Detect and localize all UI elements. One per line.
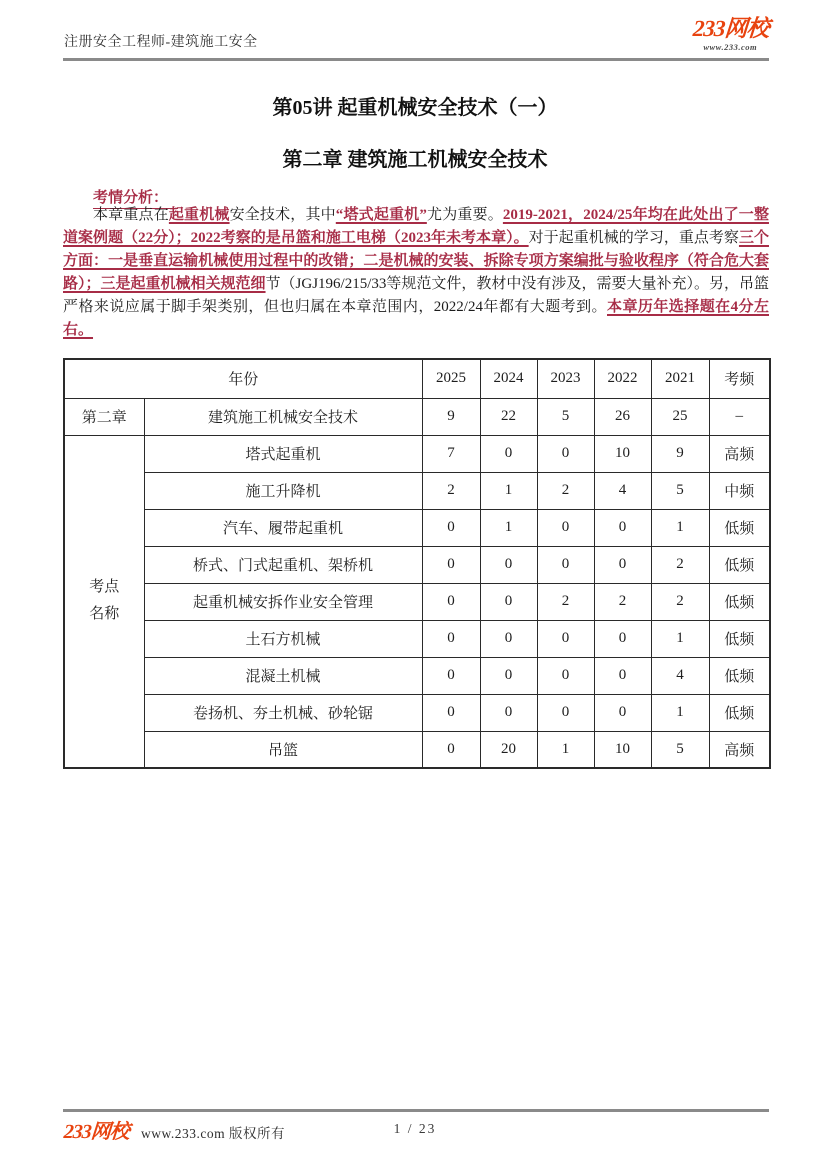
analysis-paragraph: [63, 204, 769, 342]
topic-row: [64, 472, 770, 509]
body-text: 本章重点在: [93, 207, 169, 223]
exam-stats-table: [63, 358, 771, 769]
topic-row: [64, 694, 770, 731]
stat-cell: 2: [651, 546, 709, 583]
topic-group-label-text: 考点名称: [89, 578, 120, 623]
year-header-cell: 2021: [651, 359, 709, 398]
stat-cell: 0: [537, 509, 594, 546]
stat-cell: 1: [651, 509, 709, 546]
stat-cell: 0: [422, 509, 480, 546]
year-header-cell: 2024: [480, 359, 537, 398]
stat-cell: 2: [537, 583, 594, 620]
stat-cell: 9: [422, 398, 480, 435]
stat-cell: 0: [480, 583, 537, 620]
topic-name-cell: 施工升降机: [144, 472, 422, 509]
stat-cell: 0: [422, 731, 480, 768]
stat-cell: 1: [651, 620, 709, 657]
topic-row: [64, 657, 770, 694]
freq-cell: –: [709, 398, 770, 435]
stat-cell: 0: [537, 657, 594, 694]
logo-url-text: www.233.com: [703, 42, 758, 52]
stat-cell: 20: [480, 731, 537, 768]
year-header-cell: 2023: [537, 359, 594, 398]
chapter-row: [64, 398, 770, 435]
stat-cell: 5: [651, 731, 709, 768]
stat-cell: 0: [537, 620, 594, 657]
stat-cell: 25: [651, 398, 709, 435]
stat-cell: 0: [422, 694, 480, 731]
stat-cell: 0: [594, 620, 651, 657]
footer-divider: [63, 1109, 769, 1112]
stat-cell: 0: [480, 657, 537, 694]
topic-name-cell: 桥式、门式起重机、架桥机: [144, 546, 422, 583]
topic-name-cell: 混凝土机械: [144, 657, 422, 694]
stat-cell: 0: [594, 509, 651, 546]
copyright-text: www.233.com 版权所有: [141, 1126, 285, 1141]
stat-cell: 0: [480, 620, 537, 657]
stat-cell: 4: [594, 472, 651, 509]
stat-cell: 5: [651, 472, 709, 509]
body-text: 节（JGJ196/215/33等规范文件，教材中没有涉及，需要大量补充）。另，吊篮严格来说应属于脚手架类别，但也归属在本章范围内，2022/24年都有大题考到。: [63, 276, 769, 315]
logo-233-wordmark: 233网校: [691, 16, 769, 41]
stat-cell: 26: [594, 398, 651, 435]
topic-row: [64, 509, 770, 546]
stat-cell: 0: [480, 435, 537, 472]
stat-cell: 9: [651, 435, 709, 472]
topic-row: [64, 731, 770, 768]
year-axis-label-cell: 年份: [64, 359, 422, 398]
freq-cell: 低频: [709, 583, 770, 620]
freq-cell: 高频: [709, 731, 770, 768]
body-text: 尤为重要。: [426, 207, 503, 223]
stat-cell: 0: [537, 694, 594, 731]
stat-cell: 2: [594, 583, 651, 620]
header-course-title: 注册安全工程师-建筑施工安全: [64, 35, 258, 50]
freq-cell: 高频: [709, 435, 770, 472]
stat-cell: 1: [651, 694, 709, 731]
lecture-title: 第05讲 起重机械安全技术（一）: [272, 97, 558, 119]
topic-name-cell: 塔式起重机: [144, 435, 422, 472]
body-text: 对于起重机械的学习，重点考察: [528, 230, 739, 246]
freq-cell: 低频: [709, 694, 770, 731]
freq-cell: 低频: [709, 546, 770, 583]
topic-row: [64, 620, 770, 657]
stat-cell: 7: [422, 435, 480, 472]
stat-cell: 2: [651, 583, 709, 620]
year-header-cell: 2022: [594, 359, 651, 398]
analysis-heading-text: 考情分析：: [93, 186, 178, 209]
stat-cell: 4: [651, 657, 709, 694]
topic-row: [64, 583, 770, 620]
brand-logo: [693, 17, 769, 52]
stat-cell: 0: [422, 583, 480, 620]
year-header-cell: 2025: [422, 359, 480, 398]
page-indicator: 1 / 23: [393, 1121, 437, 1136]
stat-cell: 2: [537, 472, 594, 509]
stat-cell: 0: [422, 546, 480, 583]
footer-logo-233-wordmark: 233网校: [63, 1121, 130, 1143]
stat-cell: 10: [594, 731, 651, 768]
body-text: 安全技术，其中: [229, 207, 336, 223]
stat-cell: 0: [594, 546, 651, 583]
topic-name-cell: 汽车、履带起重机: [144, 509, 422, 546]
topic-name-cell: 起重机械安拆作业安全管理: [144, 583, 422, 620]
stat-cell: 1: [480, 509, 537, 546]
table-header-row: [64, 359, 770, 398]
topic-name-cell: 卷扬机、夯土机械、砂轮锯: [144, 694, 422, 731]
topic-group-label-cell: [64, 435, 144, 768]
topic-name-cell: 吊篮: [144, 731, 422, 768]
topic-name-cell: 土石方机械: [144, 620, 422, 657]
stat-cell: 0: [594, 694, 651, 731]
stat-cell: 0: [480, 546, 537, 583]
stat-cell: 0: [422, 620, 480, 657]
topic-row: [64, 546, 770, 583]
stat-cell: 5: [537, 398, 594, 435]
chapter-label-cell: 第二章: [64, 398, 144, 435]
highlighted-text: 三个方面：一是垂直运输机械使用过程中的改错；二是机械的安装、拆除专项方案编批与验收程序（符合危大套路）；三是起重机械相关规范细: [63, 230, 769, 292]
stat-cell: 0: [537, 435, 594, 472]
freq-cell: 中频: [709, 472, 770, 509]
freq-header-cell: 考频: [709, 359, 770, 398]
highlighted-text: 起重机械: [168, 207, 230, 223]
stat-cell: 2: [422, 472, 480, 509]
freq-cell: 低频: [709, 509, 770, 546]
stat-cell: 1: [537, 731, 594, 768]
stat-cell: 0: [594, 657, 651, 694]
header-divider: [63, 58, 769, 61]
highlighted-text: “塔式起重机”: [335, 207, 427, 223]
topic-row: [64, 435, 770, 472]
stat-cell: 0: [537, 546, 594, 583]
chapter-title: 第二章 建筑施工机械安全技术: [282, 149, 548, 171]
stat-cell: 1: [480, 472, 537, 509]
stat-cell: 22: [480, 398, 537, 435]
freq-cell: 低频: [709, 657, 770, 694]
stat-cell: 0: [480, 694, 537, 731]
stat-cell: 10: [594, 435, 651, 472]
stat-cell: 0: [422, 657, 480, 694]
freq-cell: 低频: [709, 620, 770, 657]
chapter-name-cell: 建筑施工机械安全技术: [144, 398, 422, 435]
highlighted-text: 本章历年选择题在4分左右。: [63, 299, 769, 338]
highlighted-text: 2019-2021，2024/25年均在此处出了一整道案例题（22分）；2022考察的是吊篮和施工电梯（2023年未考本章）。: [63, 207, 769, 246]
